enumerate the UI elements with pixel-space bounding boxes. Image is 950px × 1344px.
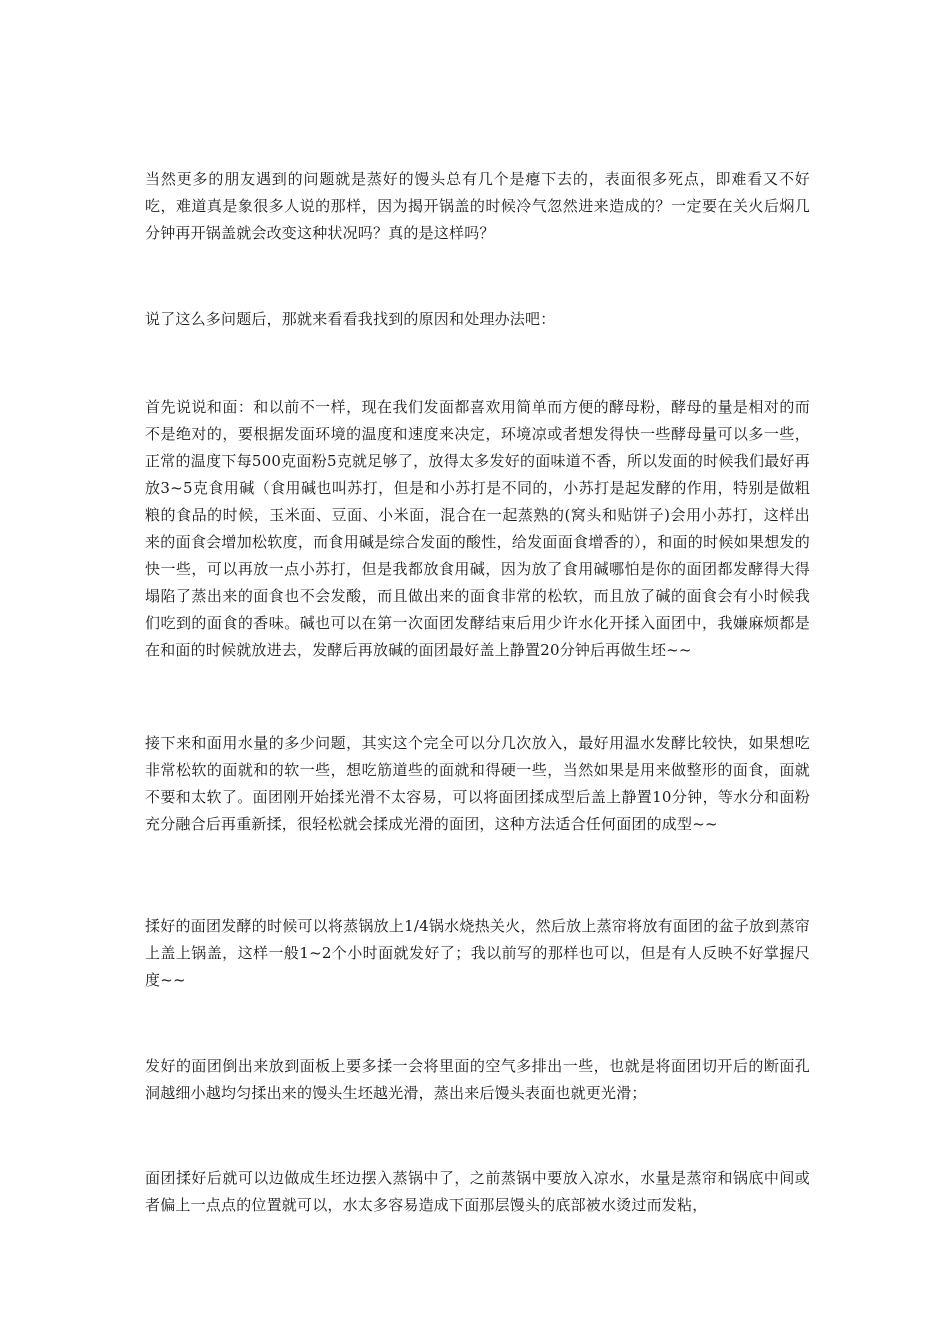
paragraph-degassing-dough: 发好的面团倒出来放到面板上要多揉一会将里面的空气多排出一些，也就是将面团切开后的断面孔洞越细小越均匀揉出来的馒头生坯越光滑，蒸出来后馒头表面也就更光滑； (145, 1057, 810, 1102)
paragraph-transition: 说了这么多问题后，那就来看看我找到的原因和处理办法吧： (145, 310, 556, 328)
paragraph-steaming-setup: 面团揉好后就可以边做成生坯边摆入蒸锅中了，之前蒸锅中要放入凉水，水量是蒸帘和锅底中间或者偏上一点点的位置就可以，水太多容易造成下面那层馒头的底部被水烫过而发粘， (145, 1169, 810, 1214)
paragraph-water-amount: 接下来和面用水量的多少问题，其实这个完全可以分几次放入，最好用温水发酵比较快，如果想吃非常松软的面就和的软一些，想吃筋道些的面就和得硬一些，当然如果是用来做整形的面食，面就不要和太软了。面团刚开始揉光滑不太容易，可以将面团揉成型后盖上静置10分钟，等水分和面粉充分融合后再重新揉，很轻松就会揉成光滑的面团，这种方法适合任何面团的成型~~ (145, 734, 810, 833)
paragraph-kneading-yeast-soda: 首先说说和面：和以前不一样，现在我们发面都喜欢用简单而方便的酵母粉，酵母的量是相对的而不是绝对的，要根据发面环境的温度和速度来决定，环境凉或者想发得快一些酵母量可以多一些，正常的温度下每500克面粉5克就足够了，放得太多发好的面味道不香，所以发面的时候我们最好再放3~5克食用碱（食用碱也叫苏打，但是和小苏打是不同的，小苏打是起发酵的作用，特别是做粗粮的食品的时候，玉米面、豆面、小米面，混合在一起蒸熟的(窝头和贴饼子)会用小苏打，这样出来的面食会增加松软度，而食用碱是综合发面的酸性，给发面面食增香的），和面的时候如果想发的快一些，可以再放一点小苏打，但是我都放食用碱，因为放了食用碱哪怕是你的面团都发酵得大得塌陷了蒸出来的面食也不会发酸，而且做出来的面食非常的松软，而且放了碱的面食会有小时候我们吃到的面食的香味。碱也可以在第一次面团发酵结束后用少许水化开揉入面团中，我嫌麻烦都是在和面的时候就放进去，发酵后再放碱的面团最好盖上静置20分钟后再做生坯~~ (145, 398, 810, 659)
paragraph-collapsed-buns-question: 当然更多的朋友遇到的问题就是蒸好的馒头总有几个是瘪下去的，表面很多死点，即难看又不好吃，难道真是象很多人说的那样，因为揭开锅盖的时候冷气忽然进来造成的？一定要在关火后焖几分钟再开锅盖就会改变这种状况吗？真的是这样吗？ (145, 170, 810, 242)
paragraph-proofing-in-steamer: 揉好的面团发酵的时候可以将蒸锅放上1/4锅水烧热关火，然后放上蒸帘将放有面团的盆子放到蒸帘上盖上锅盖，这样一般1~2个小时面就发好了；我以前写的那样也可以，但是有人反映不好掌握尺度~~ (145, 917, 810, 989)
